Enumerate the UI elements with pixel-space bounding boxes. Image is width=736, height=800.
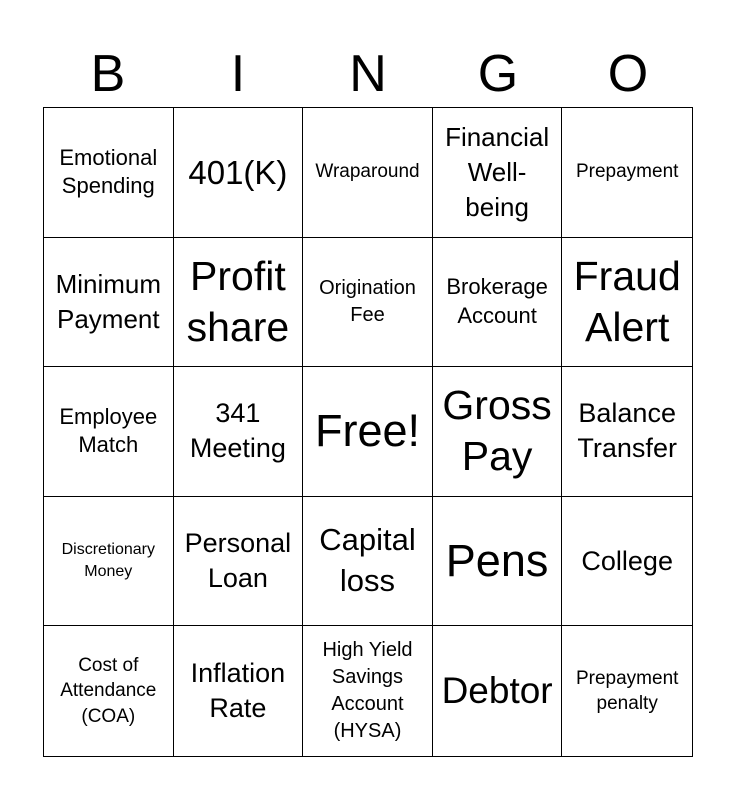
cell-label: Employee Match: [59, 403, 158, 458]
cell-label: Wraparound: [315, 161, 420, 183]
cell-label: Inflation Rate: [190, 658, 286, 724]
cell-label: Capital loss: [319, 522, 416, 599]
cell-label: College: [581, 545, 673, 576]
bingo-cell-o5[interactable]: [562, 626, 692, 756]
bingo-cell-n5[interactable]: [303, 626, 433, 756]
cell-label: Cost of Attendance (COA): [60, 654, 157, 728]
cell-label: Balance Transfer: [577, 398, 677, 464]
cell-label: Pens: [445, 535, 549, 587]
bingo-cell-o3[interactable]: [562, 367, 692, 497]
bingo-cell-b1[interactable]: [44, 108, 174, 238]
bingo-cell-g4[interactable]: [433, 497, 563, 627]
bingo-header: [43, 40, 693, 108]
cell-label: 341 Meeting: [189, 398, 286, 464]
bingo-cell-o2[interactable]: [562, 238, 692, 368]
header-letter-i: I: [230, 45, 246, 103]
bingo-cell-o1[interactable]: [562, 108, 692, 238]
header-letter-n: N: [349, 45, 387, 103]
header-letter-b: B: [90, 45, 126, 103]
bingo-cell-b3[interactable]: [44, 367, 174, 497]
bingo-cell-b4[interactable]: [44, 497, 174, 627]
bingo-cell-n4[interactable]: [303, 497, 433, 627]
cell-label: 401(K): [188, 153, 288, 191]
bingo-cell-n3[interactable]: [303, 367, 433, 497]
header-letter-o: O: [607, 45, 649, 103]
bingo-board: [43, 107, 693, 757]
cell-label: Origination Fee: [319, 276, 416, 326]
bingo-cell-b2[interactable]: [44, 238, 174, 368]
bingo-cell-g2[interactable]: [433, 238, 563, 368]
bingo-cell-i4[interactable]: [174, 497, 304, 627]
bingo-cell-i3[interactable]: [174, 367, 304, 497]
header-letter-g: G: [477, 45, 519, 103]
cell-label: Personal Loan: [184, 528, 292, 594]
cell-label: Minimum Payment: [55, 268, 162, 334]
cell-label: Brokerage Account: [446, 274, 548, 328]
cell-label: Debtor: [441, 670, 553, 712]
cell-label: Emotional Spending: [59, 144, 158, 199]
bingo-cell-g5[interactable]: [433, 626, 563, 756]
cell-label: Prepayment: [575, 161, 679, 183]
cell-label: High Yield Savings Account (HYSA): [322, 639, 413, 743]
bingo-cell-i5[interactable]: [174, 626, 304, 756]
bingo-cell-o4[interactable]: [562, 497, 692, 627]
bingo-cell-b5[interactable]: [44, 626, 174, 756]
cell-label: Prepayment penalty: [575, 667, 679, 715]
bingo-cell-g1[interactable]: [433, 108, 563, 238]
bingo-cell-i2[interactable]: [174, 238, 304, 368]
cell-label: Gross Pay: [442, 382, 552, 480]
cell-label: Profit share: [186, 252, 290, 350]
cell-label: Discretionary Money: [61, 540, 155, 581]
bingo-cell-n2[interactable]: [303, 238, 433, 368]
cell-label: Fraud Alert: [573, 252, 681, 350]
cell-label: Financial Well- being: [445, 121, 550, 222]
bingo-cell-n1[interactable]: [303, 108, 433, 238]
bingo-cell-g3[interactable]: [433, 367, 563, 497]
bingo-cell-i1[interactable]: [174, 108, 304, 238]
cell-label: Free!: [314, 405, 420, 457]
